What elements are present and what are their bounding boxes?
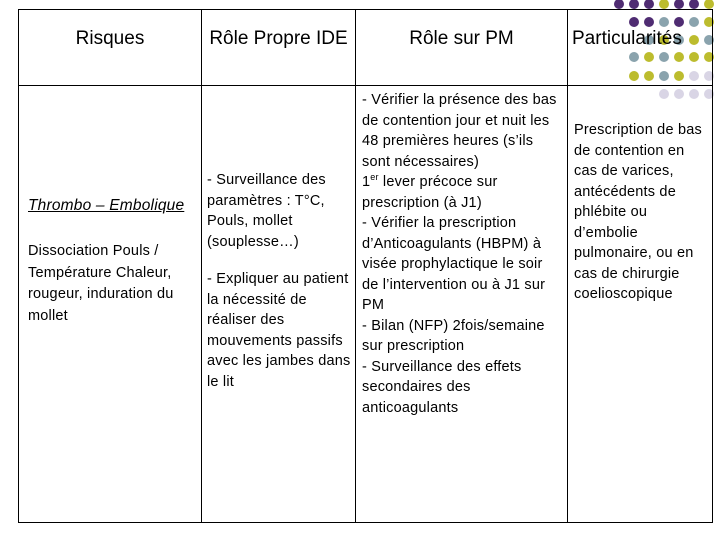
role-pm-cell [356,86,568,523]
role-ide-explication: - Expliquer au patient la nécessité de réaliser des mouvements passifs avec les jambes dans le lit [207,271,351,390]
header-cell-particularites [568,10,713,86]
header-risques: Risques [75,28,145,49]
dot [629,0,639,9]
table-row [19,86,713,523]
role-pm-premier-lever-sup: er [370,172,379,183]
particularites-cell [568,86,713,523]
header-cell-risques [19,10,202,86]
risk-detail: Dissociation Pouls / Température Chaleur, rougeur, induration du mollet [28,243,174,324]
dot [674,0,684,9]
particularites-text: Prescription de bas de contention en cas de varices, antécédents de phlébite ou d’embolie pulmonaire, ou en cas de chirurgie coelioscopique [574,122,702,302]
dot [644,0,654,9]
role-pm-premier-lever [362,172,563,213]
dot-row-1 [614,0,714,9]
role-pm-bilan: - Bilan (NFP) 2fois/semaine sur prescription [362,317,545,354]
header-cell-role-pm [356,10,568,86]
dot [689,0,699,9]
role-pm-bas-contention: - Vérifier la présence des bas de contention jour et nuit les 48 premières heures (s’ils sont nécessaires) [362,92,557,170]
dot [614,0,624,9]
role-pm-surveillance-effets: - Surveillance des effets secondaires des anticoagulants [362,358,522,416]
header-role-propre-ide: Rôle Propre IDE [209,28,348,49]
header-row [19,10,713,86]
care-table [18,9,713,523]
dot [704,0,714,9]
dot [659,0,669,9]
role-pm-premier-lever-text: lever précoce sur prescription (à J1) [362,174,498,211]
role-pm-premier-lever-number: 1 [362,174,371,190]
risk-cell [19,86,202,523]
risk-title: Thrombo – Embolique [28,197,185,214]
role-ide-surveillance: - Surveillance des paramètres : T°C, Pouls, mollet (souplesse…) [207,172,326,250]
role-pm-anticoagulants: - Vérifier la prescription d’Anticoagulants (HBPM) à visée prophylactique le soir de l’intervention ou à J1 sur PM [362,215,546,313]
header-particularites: Particularités [572,28,682,49]
role-ide-cell [202,86,356,523]
header-cell-role-propre [202,10,356,86]
header-role-sur-pm: Rôle sur PM [409,28,514,49]
